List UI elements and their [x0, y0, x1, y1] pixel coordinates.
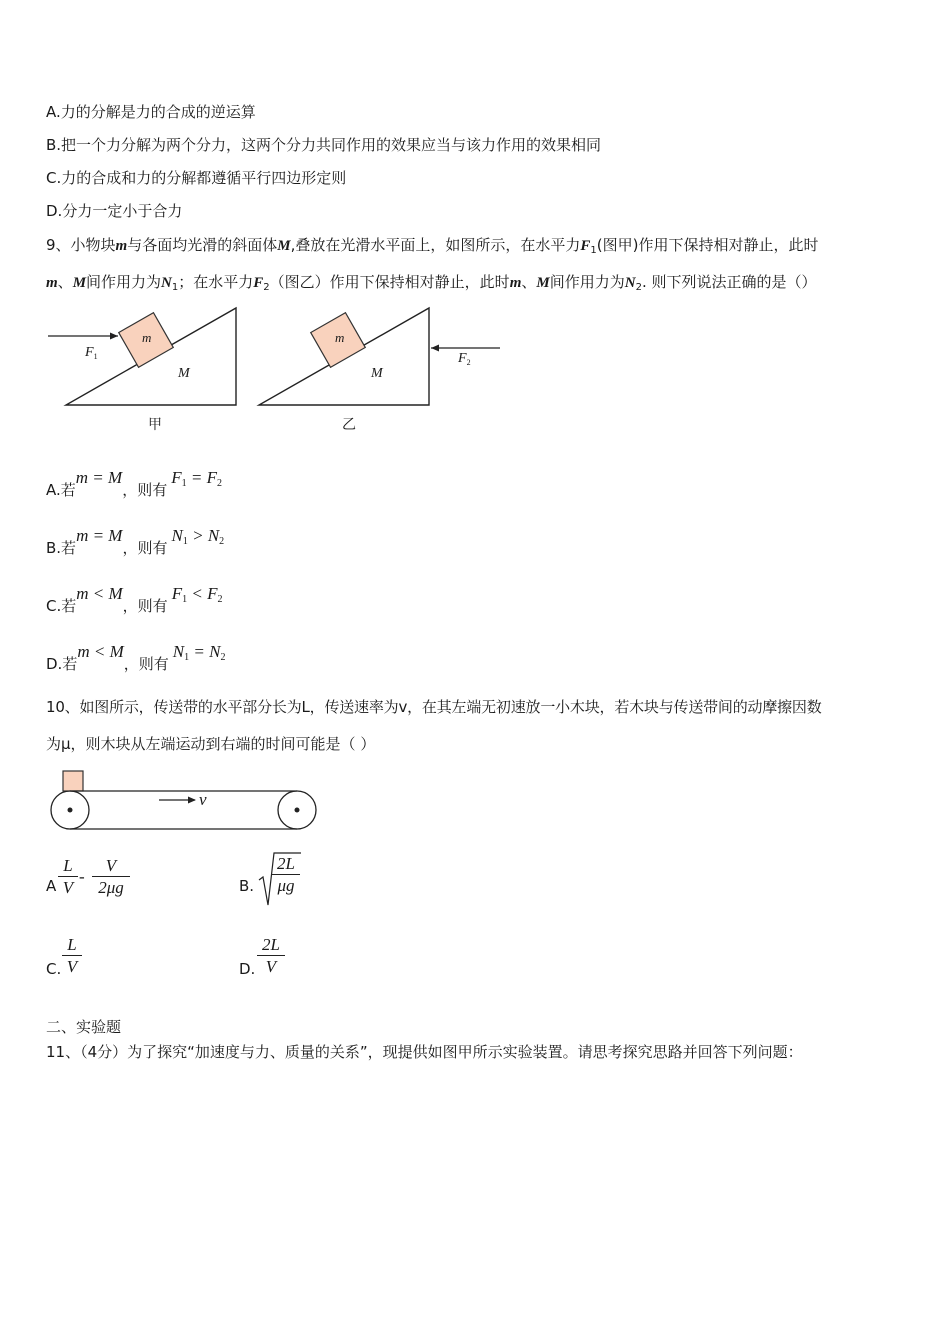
- q10-option-a-minus: -: [79, 867, 85, 886]
- q10-option-d-frac: $\frac{2L}{V}$: [257, 935, 285, 978]
- q10-stem-line1: 10、如图所示，传送带的水平部分长为L，传送速率为v，在其左端无初速放一小木块，若木块与传送带间的动摩擦因数: [46, 698, 822, 716]
- label-M-right: M: [371, 366, 383, 381]
- q10-option-c-label: C.: [46, 960, 62, 978]
- label-M-left: M: [178, 366, 190, 381]
- q10-option-a-label: A: [46, 877, 57, 895]
- q10-option-d-label: D.: [239, 960, 256, 978]
- pulley-left-axle: [68, 808, 73, 813]
- label-f1: $F_1$: [85, 345, 98, 361]
- q10-option-a-frac1: $\frac{L}{V}$: [58, 856, 78, 899]
- q10-option-c-frac: $\frac{L}{V}$: [62, 935, 82, 978]
- caption-jia: 甲: [148, 417, 162, 433]
- q11-stem: 11、（4分）为了探究“加速度与力、质量的关系”，现提供如图甲所示实验装置。请思考探究思路并回答下列问题：: [46, 1043, 803, 1061]
- velocity-arrowhead: [188, 797, 196, 804]
- q8-option-d: D.分力一定小于合力: [46, 202, 183, 220]
- pulley-right-axle: [295, 808, 300, 813]
- conveyor-block: [63, 771, 83, 791]
- label-m-right: m: [335, 330, 345, 345]
- label-m-left: m: [142, 330, 152, 345]
- q10-stem-line2: 为μ，则木块从左端运动到右端的时间可能是（ ）: [46, 735, 376, 753]
- q10-option-b-label: B.: [239, 877, 255, 895]
- q9-option-a: A.若m = M，则有$F_1 = F_2$: [46, 468, 222, 499]
- q9-option-c: C.若m < M，则有$F_1 < F_2$: [46, 584, 223, 615]
- q9-option-d: D.若m < M，则有$N_1 = N_2$: [46, 642, 226, 673]
- caption-yi: 乙: [342, 417, 356, 433]
- q8-option-b: B.把一个力分解为两个分力，这两个分力共同作用的效果应当与该力作用的效果相同: [46, 136, 602, 154]
- label-v: v: [199, 790, 207, 809]
- label-f2: $F_2$: [458, 351, 471, 367]
- arrowhead-f2: [431, 345, 439, 352]
- q9-stem-line2: m、M间作用力为$N_1$；在水平力$F_2$（图乙）作用下保持相对静止，此时m、M间作用力为$N_2$. 则下列说法正确的是（）: [46, 273, 817, 293]
- q8-option-c: C.力的合成和力的分解都遵循平行四边形定则: [46, 169, 347, 187]
- q9-stem-line1: 9、小物块m与各面均光滑的斜面体M,叠放在光滑水平面上，如图所示，在水平力$F_1$(图甲)作用下保持相对静止，此时: [46, 236, 819, 256]
- q9-option-b: B.若m = M，则有$N_1 > N_2$: [46, 526, 225, 557]
- arrowhead-f1: [110, 333, 118, 340]
- section-heading: 二、实验题: [46, 1018, 122, 1036]
- q10-option-a-frac2: $\frac{V}{2\mu g}$: [92, 856, 130, 899]
- q8-option-a: A.力的分解是力的合成的逆运算: [46, 103, 256, 121]
- q10-option-b-frac: $\frac{2L}{\mu g}$: [272, 854, 300, 897]
